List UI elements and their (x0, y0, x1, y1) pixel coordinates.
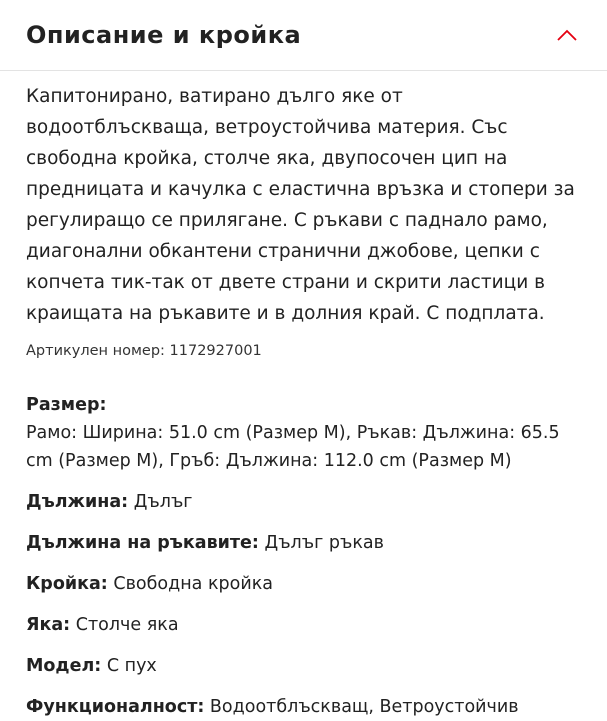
attribute-label: Функционалност: (26, 697, 205, 717)
size-value: Рамо: Ширина: 51.0 cm (Размер M), Ръкав: Дължина: 65.5 cm (Размер M), Гръб: Дължина: 112.0 cm (Размер M) (26, 423, 560, 471)
attribute-length (26, 488, 581, 516)
section-title: Описание и кройка (26, 21, 302, 49)
attribute-sleeve-length (26, 529, 581, 557)
size-label: Размер: (26, 395, 107, 415)
attribute-functionality (26, 693, 581, 721)
accordion-header[interactable] (26, 0, 581, 70)
attribute-label: Яка: (26, 615, 71, 635)
attribute-value: Дълъг (133, 492, 193, 512)
attribute-value: С пух (106, 656, 157, 676)
size-info (26, 391, 581, 475)
attribute-label: Кройка: (26, 574, 108, 594)
section-divider (0, 70, 607, 71)
attribute-value: Дълъг ръкав (264, 533, 384, 553)
product-description: Капитонирано, ватирано дълго яке от водоотблъскваща, ветроустойчива материя. Със свободна кройка, столче яка, двупосочен цип на предницата и качулка с еластична връзка и стопери за регулиращо се прилягане. С ръкави с паднало рамо, диагонални обкантени странични джобове, цепки с копчета тик-так от двете страни и скрити ластици в краищата на ръкавите и в долния край. С подплата. (26, 86, 575, 324)
attribute-label: Дължина на ръкавите: (26, 533, 259, 553)
attribute-value: Столче яка (75, 615, 179, 635)
attribute-fit (26, 570, 581, 598)
attribute-value: Водоотблъскващ, Ветроустойчив (209, 697, 519, 717)
attribute-style (26, 652, 581, 680)
attribute-collar (26, 611, 581, 639)
article-number: Артикулен номер: 1172927001 (26, 343, 262, 359)
attribute-value: Свободна кройка (113, 574, 274, 594)
chevron-up-icon[interactable] (555, 23, 579, 47)
attribute-label: Модел: (26, 656, 102, 676)
attribute-label: Дължина: (26, 492, 129, 512)
